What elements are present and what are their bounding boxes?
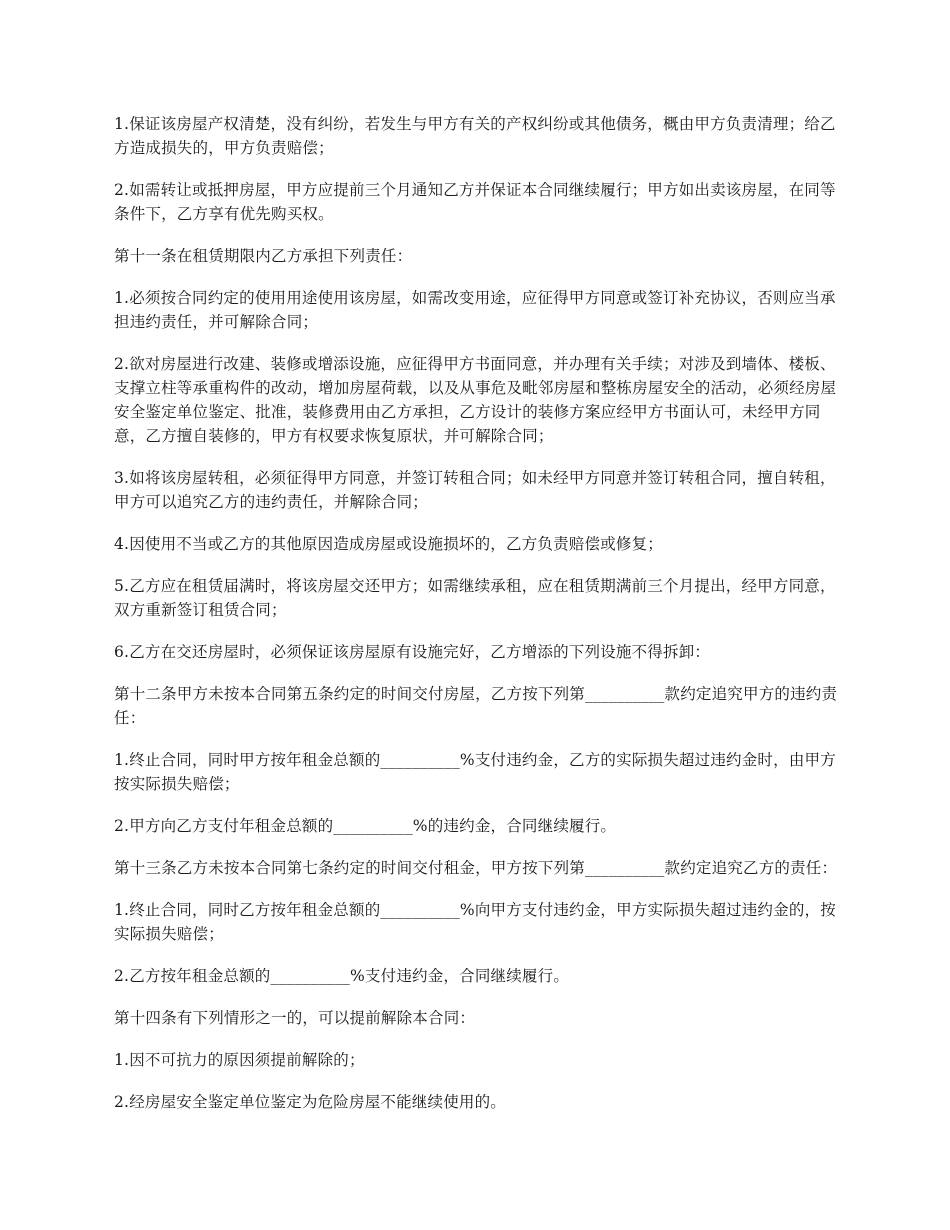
- paragraph-article-13-option-1: 1.终止合同，同时乙方按年租金总额的__________%向甲方支付违约金，甲方实际损失超过违约金的，按实际损失赔偿；: [114, 901, 836, 943]
- paragraph-article-13-option-2: 2.乙方按年租金总额的__________%支付违约金，合同继续履行。: [114, 967, 570, 985]
- paragraph-tenant-duty-6: 6.乙方在交还房屋时，必须保证该房屋原有设施完好，乙方增添的下列设施不得拆卸：: [114, 643, 711, 661]
- paragraph-tenant-duty-5: 5.乙方应在租赁届满时，将该房屋交还甲方；如需继续承租，应在租赁期满前三个月提出，经甲方同意，双方重新签订租赁合同；: [114, 577, 836, 619]
- paragraph-article-14-item-1: 1.因不可抗力的原因须提前解除的；: [114, 1051, 365, 1069]
- paragraph-article-14-item-2: 2.经房屋安全鉴定单位鉴定为危险房屋不能继续使用的。: [114, 1093, 506, 1111]
- paragraph-tenant-duty-4: 4.因使用不当或乙方的其他原因造成房屋或设施损坏的，乙方负责赔偿或修复；: [114, 535, 663, 553]
- article-13-heading: 第十三条乙方未按本合同第七条约定的时间交付租金，甲方按下列第__________款约定追究乙方的责任：: [114, 859, 838, 877]
- paragraph-landlord-duty-1: 1.保证该房屋产权清楚，没有纠纷，若发生与甲方有关的产权纠纷或其他债务，概由甲方负责清理；给乙方造成损失的，甲方负责赔偿；: [114, 115, 836, 157]
- article-12-heading: 第十二条甲方未按本合同第五条约定的时间交付房屋，乙方按下列第__________款约定追究甲方的违约责任：: [114, 685, 838, 727]
- paragraph-article-12-option-1: 1.终止合同，同时甲方按年租金总额的__________%支付违约金，乙方的实际损失超过违约金时，由甲方按实际损失赔偿；: [114, 751, 836, 793]
- paragraph-tenant-duty-1: 1.必须按合同约定的使用用途使用该房屋，如需改变用途，应征得甲方同意或签订补充协议，否则应当承担违约责任，并可解除合同；: [114, 289, 836, 331]
- paragraph-landlord-duty-2: 2.如需转让或抵押房屋，甲方应提前三个月通知乙方并保证本合同继续履行；甲方如出卖该房屋，在同等条件下，乙方享有优先购买权。: [114, 181, 836, 223]
- paragraph-tenant-duty-3: 3.如将该房屋转租，必须征得甲方同意，并签订转租合同；如未经甲方同意并签订转租合同，擅自转租，甲方可以追究乙方的违约责任，并解除合同；: [114, 469, 836, 511]
- article-14-heading: 第十四条有下列情形之一的，可以提前解除本合同：: [114, 1009, 476, 1027]
- paragraph-tenant-duty-2: 2.欲对房屋进行改建、装修或增添设施，应征得甲方书面同意，并办理有关手续；对涉及到墙体、楼板、支撑立柱等承重构件的改动，增加房屋荷载，以及从事危及毗邻房屋和整栋房屋安全的活动，必须经房屋安全鉴定单位鉴定、批准，装修费用由乙方承担，乙方设计的装修方案应经甲方书面认可，未经甲方同意，乙方擅自装修的，甲方有权要求恢复原状，并可解除合同；: [114, 355, 837, 445]
- paragraph-article-12-option-2: 2.甲方向乙方支付年租金总额的__________%的违约金，合同继续履行。: [114, 817, 617, 835]
- article-11-heading: 第十一条在租赁期限内乙方承担下列责任：: [114, 247, 413, 265]
